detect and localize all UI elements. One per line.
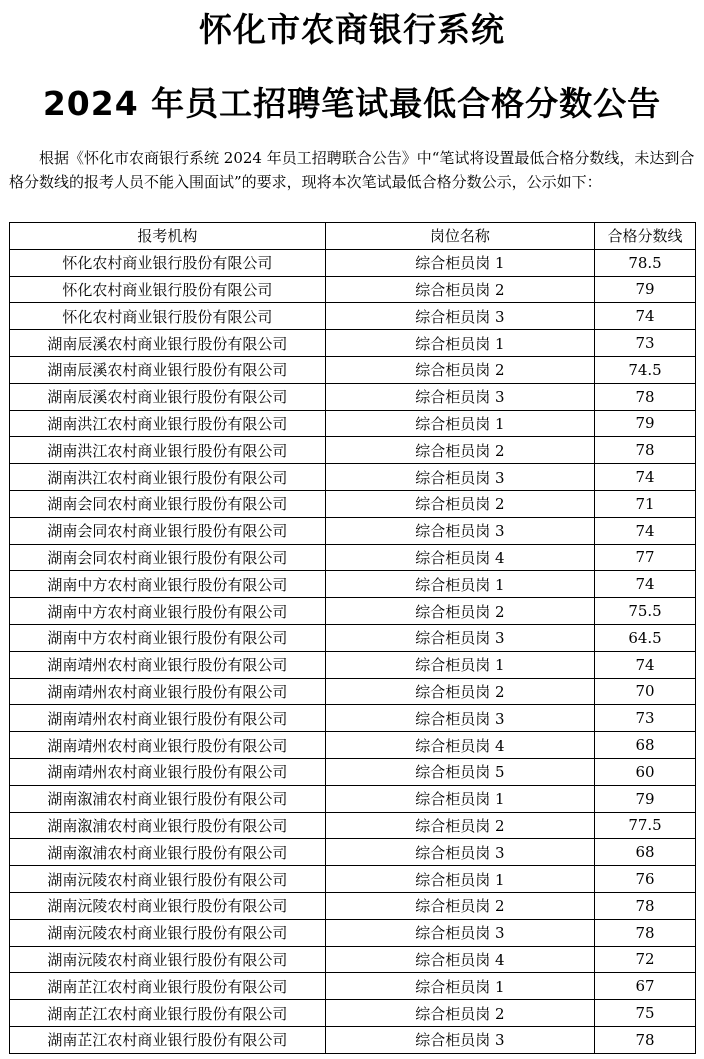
table-row	[10, 276, 696, 303]
table-row	[10, 919, 696, 946]
cell-institution: 怀化农村商业银行股份有限公司	[10, 276, 326, 303]
header-institution: 报考机构	[10, 223, 326, 250]
header-score: 合格分数线	[595, 223, 696, 250]
cell-position: 综合柜员岗 2	[325, 437, 594, 464]
cell-position: 综合柜员岗 1	[325, 571, 594, 598]
cell-institution: 湖南靖州农村商业银行股份有限公司	[10, 705, 326, 732]
table-header-row	[10, 223, 696, 250]
cell-score: 78	[595, 383, 696, 410]
cell-position: 综合柜员岗 2	[325, 276, 594, 303]
table-row	[10, 732, 696, 759]
cell-position: 综合柜员岗 3	[325, 1026, 594, 1053]
cell-position: 综合柜员岗 3	[325, 705, 594, 732]
cell-score: 75.5	[595, 598, 696, 625]
cell-position: 综合柜员岗 2	[325, 490, 594, 517]
cell-institution: 湖南芷江农村商业银行股份有限公司	[10, 973, 326, 1000]
cell-institution: 湖南溆浦农村商业银行股份有限公司	[10, 785, 326, 812]
table-row	[10, 651, 696, 678]
cell-institution: 湖南沅陵农村商业银行股份有限公司	[10, 866, 326, 893]
cell-score: 71	[595, 490, 696, 517]
cell-score: 74.5	[595, 356, 696, 383]
cell-score: 79	[595, 276, 696, 303]
cell-position: 综合柜员岗 2	[325, 598, 594, 625]
cell-position: 综合柜员岗 2	[325, 812, 594, 839]
table-body	[10, 249, 696, 1053]
table-row	[10, 785, 696, 812]
cell-score: 78	[595, 1026, 696, 1053]
cell-position: 综合柜员岗 4	[325, 544, 594, 571]
cell-score: 79	[595, 410, 696, 437]
cell-institution: 湖南中方农村商业银行股份有限公司	[10, 598, 326, 625]
cell-position: 综合柜员岗 1	[325, 330, 594, 357]
cell-institution: 湖南靖州农村商业银行股份有限公司	[10, 758, 326, 785]
table-row	[10, 517, 696, 544]
cell-institution: 湖南洪江农村商业银行股份有限公司	[10, 410, 326, 437]
cell-position: 综合柜员岗 3	[325, 383, 594, 410]
table-row	[10, 464, 696, 491]
cell-score: 74	[595, 303, 696, 330]
cell-position: 综合柜员岗 2	[325, 1000, 594, 1027]
cell-position: 综合柜员岗 2	[325, 892, 594, 919]
cell-score: 75	[595, 1000, 696, 1027]
cell-position: 综合柜员岗 2	[325, 678, 594, 705]
cell-institution: 湖南靖州农村商业银行股份有限公司	[10, 732, 326, 759]
cell-position: 综合柜员岗 1	[325, 651, 594, 678]
cell-institution: 湖南洪江农村商业银行股份有限公司	[10, 464, 326, 491]
cell-institution: 湖南沅陵农村商业银行股份有限公司	[10, 892, 326, 919]
cell-position: 综合柜员岗 3	[325, 303, 594, 330]
table-row	[10, 303, 696, 330]
cell-institution: 怀化农村商业银行股份有限公司	[10, 249, 326, 276]
cell-score: 74	[595, 651, 696, 678]
cell-position: 综合柜员岗 3	[325, 624, 594, 651]
table-row	[10, 330, 696, 357]
cell-institution: 怀化农村商业银行股份有限公司	[10, 303, 326, 330]
cell-position: 综合柜员岗 1	[325, 866, 594, 893]
cell-score: 77	[595, 544, 696, 571]
cell-institution: 湖南沅陵农村商业银行股份有限公司	[10, 946, 326, 973]
cell-score: 70	[595, 678, 696, 705]
cell-position: 综合柜员岗 3	[325, 464, 594, 491]
table-row	[10, 678, 696, 705]
cell-position: 综合柜员岗 3	[325, 919, 594, 946]
cell-institution: 湖南会同农村商业银行股份有限公司	[10, 544, 326, 571]
table-row	[10, 356, 696, 383]
cell-position: 综合柜员岗 3	[325, 839, 594, 866]
header-position: 岗位名称	[325, 223, 594, 250]
cell-score: 78	[595, 892, 696, 919]
intro-paragraph: 根据《怀化市农商银行系统 2024 年员工招聘联合公告》中“笔试将设置最低合格分数线，未达到合格分数线的报考人员不能入围面试”的要求，现将本次笔试最低合格分数公示，公示如下：	[9, 149, 695, 191]
page-title: 怀化市农商银行系统	[199, 10, 505, 49]
table-row	[10, 598, 696, 625]
cell-position: 综合柜员岗 2	[325, 356, 594, 383]
table-row	[10, 812, 696, 839]
cell-institution: 湖南靖州农村商业银行股份有限公司	[10, 651, 326, 678]
cell-score: 72	[595, 946, 696, 973]
table-row	[10, 624, 696, 651]
cell-institution: 湖南辰溪农村商业银行股份有限公司	[10, 356, 326, 383]
cell-position: 综合柜员岗 4	[325, 946, 594, 973]
cell-score: 74	[595, 464, 696, 491]
cell-institution: 湖南洪江农村商业银行股份有限公司	[10, 437, 326, 464]
cell-position: 综合柜员岗 1	[325, 785, 594, 812]
cell-institution: 湖南辰溪农村商业银行股份有限公司	[10, 383, 326, 410]
table-row	[10, 946, 696, 973]
cell-position: 综合柜员岗 3	[325, 517, 594, 544]
table-row	[10, 544, 696, 571]
cell-institution: 湖南靖州农村商业银行股份有限公司	[10, 678, 326, 705]
table-row	[10, 1000, 696, 1027]
table-row	[10, 410, 696, 437]
cell-position: 综合柜员岗 1	[325, 249, 594, 276]
cell-score: 67	[595, 973, 696, 1000]
cell-position: 综合柜员岗 1	[325, 410, 594, 437]
cell-score: 76	[595, 866, 696, 893]
table-row	[10, 705, 696, 732]
cell-score: 60	[595, 758, 696, 785]
cell-institution: 湖南中方农村商业银行股份有限公司	[10, 571, 326, 598]
cell-institution: 湖南辰溪农村商业银行股份有限公司	[10, 330, 326, 357]
cell-score: 78	[595, 919, 696, 946]
cell-score: 78	[595, 437, 696, 464]
cell-score: 78.5	[595, 249, 696, 276]
page-subtitle: 2024 年员工招聘笔试最低合格分数公告	[42, 84, 662, 123]
cell-position: 综合柜员岗 5	[325, 758, 594, 785]
table-row	[10, 866, 696, 893]
cell-institution: 湖南会同农村商业银行股份有限公司	[10, 490, 326, 517]
table-row	[10, 1026, 696, 1053]
table-row	[10, 437, 696, 464]
score-table	[9, 222, 696, 1054]
cell-institution: 湖南会同农村商业银行股份有限公司	[10, 517, 326, 544]
cell-position: 综合柜员岗 4	[325, 732, 594, 759]
table-row	[10, 571, 696, 598]
cell-score: 73	[595, 330, 696, 357]
cell-institution: 湖南芷江农村商业银行股份有限公司	[10, 1026, 326, 1053]
table-row	[10, 892, 696, 919]
table-row	[10, 490, 696, 517]
cell-score: 68	[595, 732, 696, 759]
cell-score: 79	[595, 785, 696, 812]
cell-score: 73	[595, 705, 696, 732]
table-row	[10, 839, 696, 866]
cell-institution: 湖南溆浦农村商业银行股份有限公司	[10, 839, 326, 866]
cell-score: 74	[595, 571, 696, 598]
table-row	[10, 758, 696, 785]
cell-score: 77.5	[595, 812, 696, 839]
cell-institution: 湖南沅陵农村商业银行股份有限公司	[10, 919, 326, 946]
table-row	[10, 973, 696, 1000]
table-row	[10, 383, 696, 410]
cell-institution: 湖南芷江农村商业银行股份有限公司	[10, 1000, 326, 1027]
table-row	[10, 249, 696, 276]
cell-institution: 湖南中方农村商业银行股份有限公司	[10, 624, 326, 651]
cell-position: 综合柜员岗 1	[325, 973, 594, 1000]
cell-score: 64.5	[595, 624, 696, 651]
cell-score: 74	[595, 517, 696, 544]
cell-score: 68	[595, 839, 696, 866]
cell-institution: 湖南溆浦农村商业银行股份有限公司	[10, 812, 326, 839]
